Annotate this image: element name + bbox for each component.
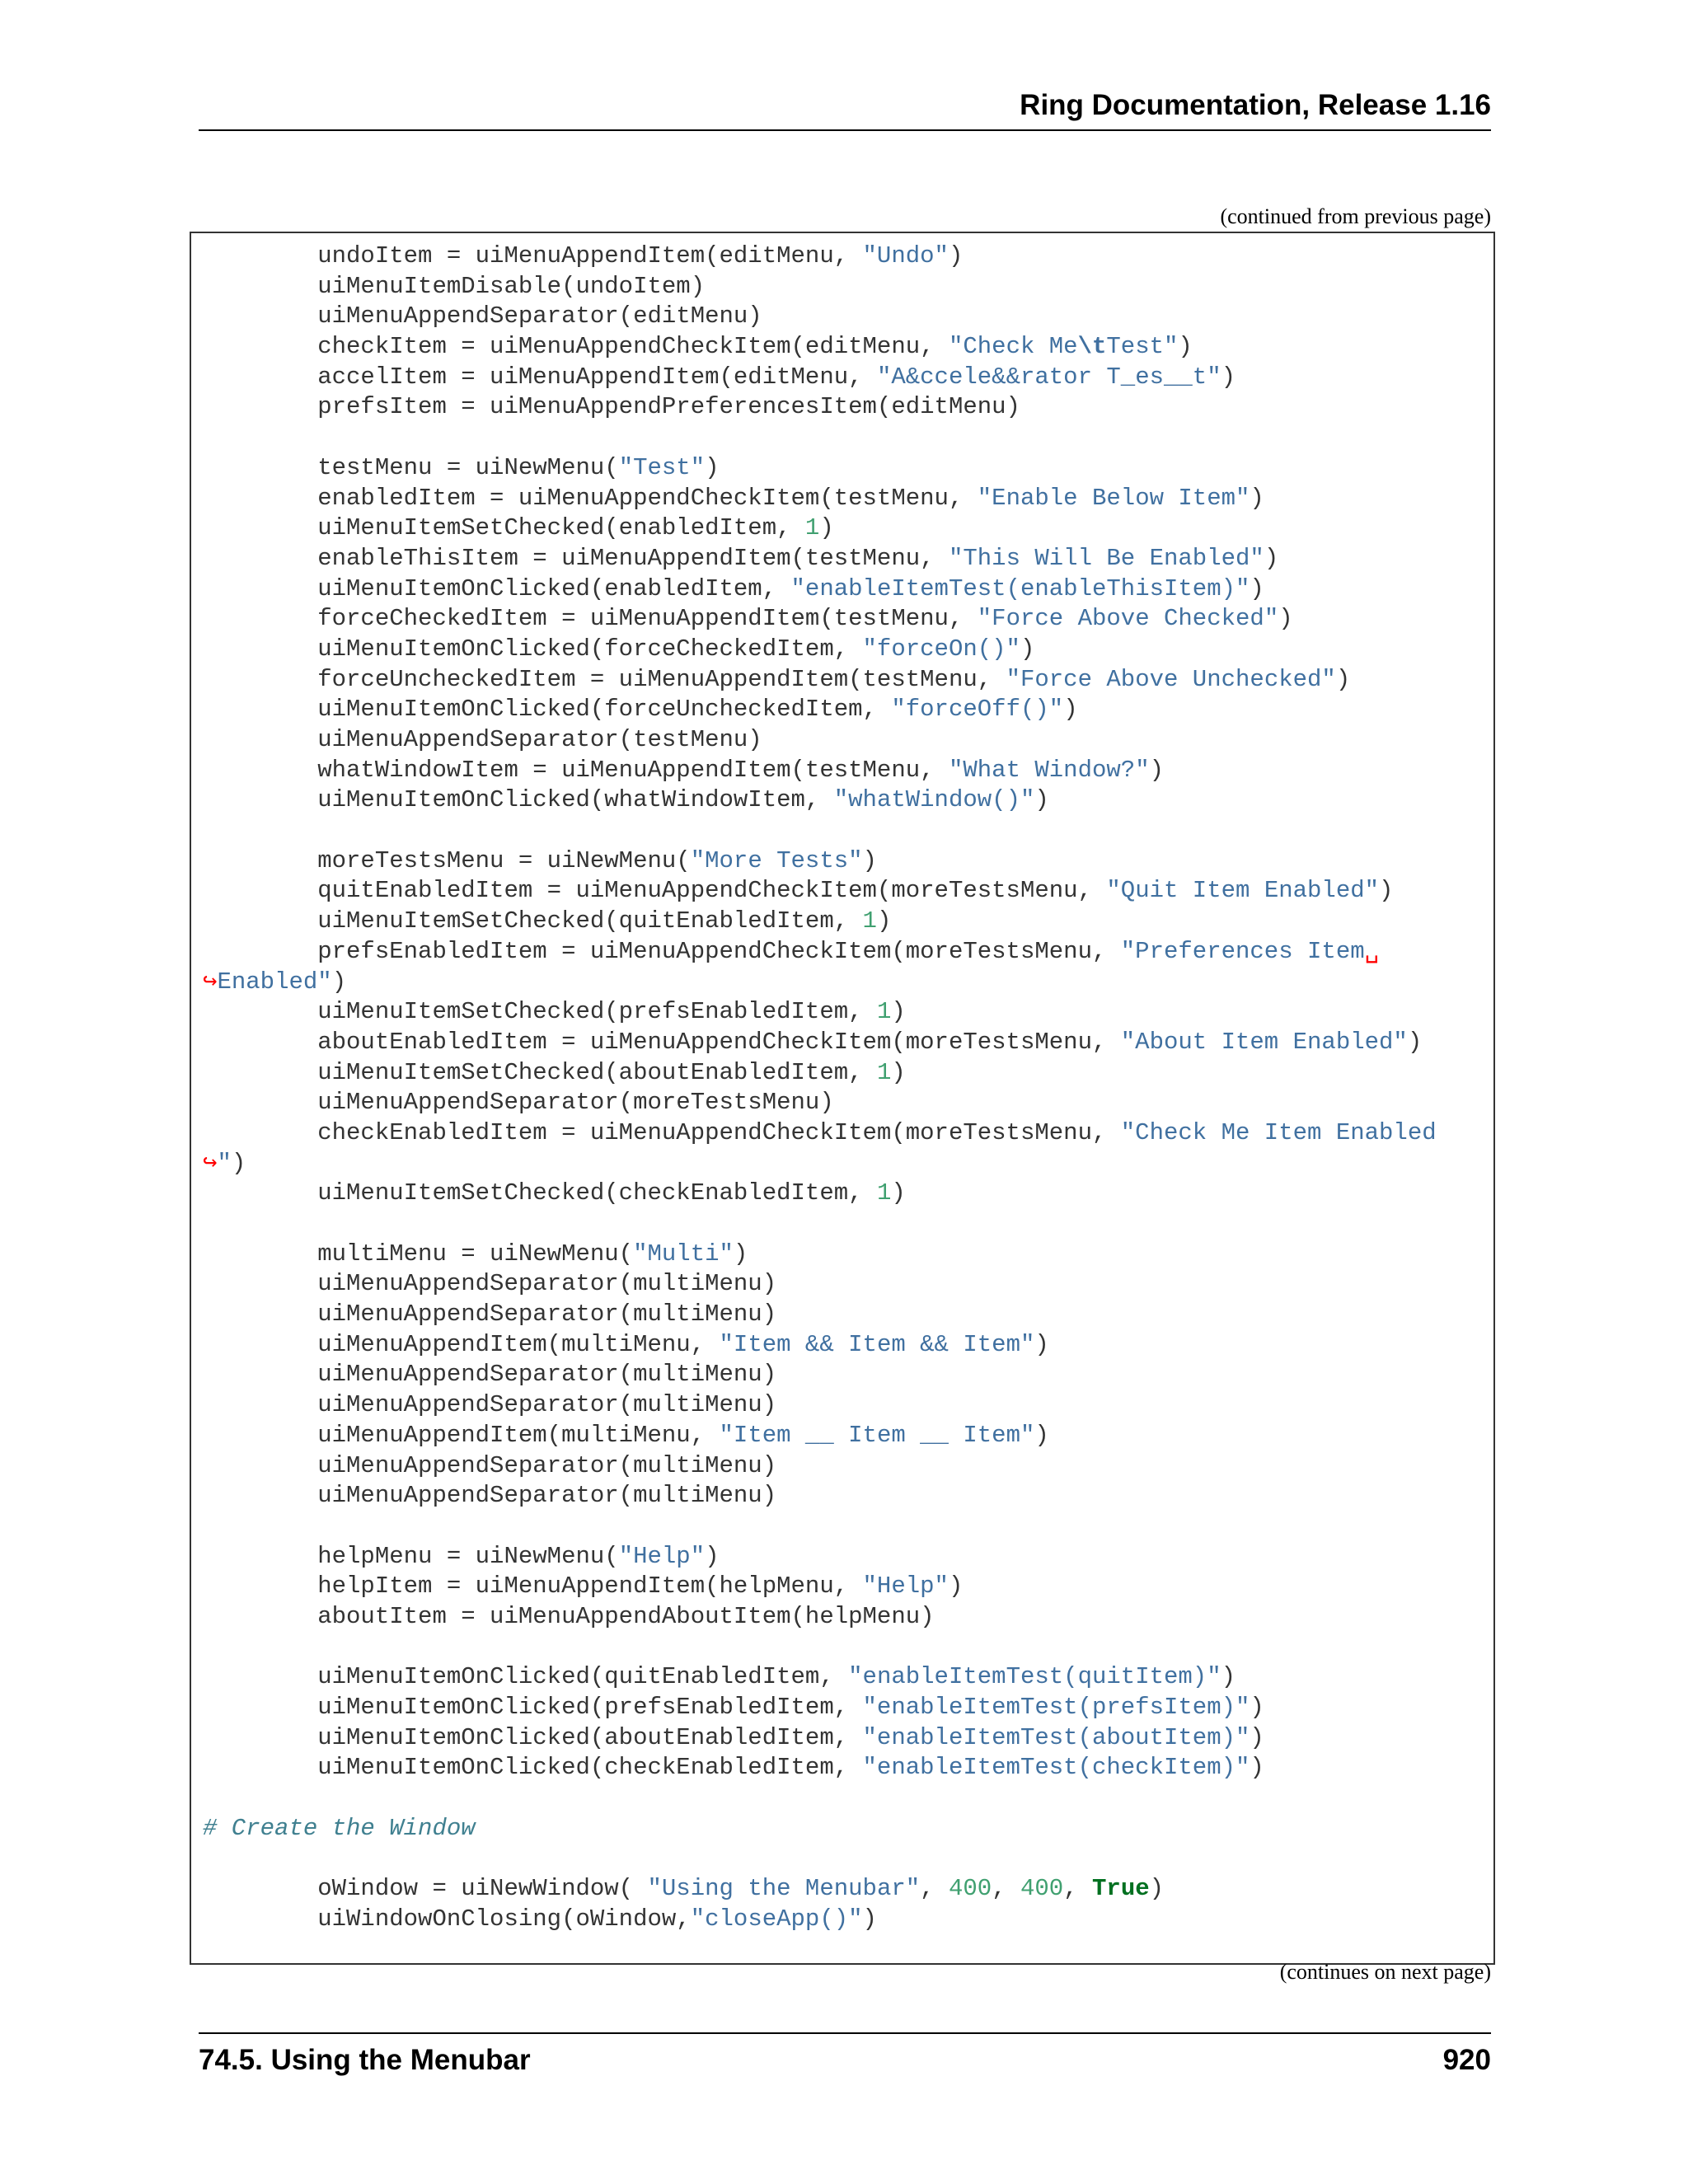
code-block — [190, 232, 1495, 1965]
code-line: uiMenuItemDisable(undoItem) — [203, 272, 706, 300]
code-line: uiWindowOnClosing(oWindow,"closeApp()") — [203, 1905, 877, 1933]
code-line: uiMenuItemOnClicked(forceCheckedItem, "forceOn()") — [203, 635, 1035, 663]
code-line: uiMenuAppendSeparator(multiMenu) — [203, 1391, 777, 1419]
code-line: enableThisItem = uiMenuAppendItem(testMenu, "This Will Be Enabled") — [203, 544, 1279, 572]
code-line: uiMenuItemOnClicked(forceUncheckedItem, "forceOff()") — [203, 696, 1078, 724]
code-line: uiMenuItemOnClicked(prefsEnabledItem, "enableItemTest(prefsItem)") — [203, 1694, 1264, 1721]
continued-from-note: (continued from previous page) — [1220, 204, 1491, 228]
code-line: aboutEnabledItem = uiMenuAppendCheckItem(moreTestsMenu, "About Item Enabled") — [203, 1028, 1423, 1056]
continues-on-note: (continues on next page) — [1279, 1960, 1491, 1984]
code-line: uiMenuItemSetChecked(prefsEnabledItem, 1) — [203, 998, 906, 1026]
code-line: ↪") — [203, 1149, 246, 1177]
code-line: testMenu = uiNewMenu("Test") — [203, 453, 720, 481]
code-line: forceCheckedItem = uiMenuAppendItem(testMenu, "Force Above Checked") — [203, 605, 1293, 633]
code-line: uiMenuAppendSeparator(multiMenu) — [203, 1270, 777, 1298]
code-line: multiMenu = uiNewMenu("Multi") — [203, 1240, 748, 1268]
code-line — [203, 1511, 1485, 1542]
code-line: uiMenuAppendSeparator(multiMenu) — [203, 1482, 777, 1510]
code-line: accelItem = uiMenuAppendItem(editMenu, "A&ccele&&rator T_es__t") — [203, 363, 1236, 391]
code-line: # Create the Window — [203, 1814, 476, 1842]
code-line: uiMenuItemOnClicked(aboutEnabledItem, "enableItemTest(aboutItem)") — [203, 1723, 1264, 1751]
code-line: ↪Enabled") — [203, 968, 347, 996]
code-line: uiMenuItemOnClicked(whatWindowItem, "whatWindow()") — [203, 786, 1049, 814]
code-line — [203, 1844, 1485, 1874]
code-line: uiMenuItemSetChecked(checkEnabledItem, 1) — [203, 1179, 906, 1207]
code-line: enabledItem = uiMenuAppendCheckItem(testMenu, "Enable Below Item") — [203, 484, 1264, 512]
footer-rule — [199, 2032, 1491, 2034]
footer-page-number: 920 — [1442, 2044, 1491, 2076]
code-line: uiMenuItemSetChecked(quitEnabledItem, 1) — [203, 907, 892, 935]
code-line — [203, 1209, 1485, 1240]
code-line: uiMenuAppendSeparator(multiMenu) — [203, 1361, 777, 1389]
code-line: uiMenuItemOnClicked(checkEnabledItem, "enableItemTest(checkItem)") — [203, 1754, 1264, 1782]
code-line: moreTestsMenu = uiNewMenu("More Tests") — [203, 846, 877, 874]
code-line: helpItem = uiMenuAppendItem(helpMenu, "Help") — [203, 1572, 964, 1601]
code-line: uiMenuItemOnClicked(quitEnabledItem, "enableItemTest(quitItem)") — [203, 1663, 1236, 1691]
footer-section-title: 74.5. Using the Menubar — [199, 2044, 531, 2076]
running-header-title: Ring Documentation, Release 1.16 — [1020, 89, 1491, 121]
code-line: uiMenuAppendItem(multiMenu, "Item && Item && Item") — [203, 1330, 1049, 1358]
code-line: uiMenuItemSetChecked(enabledItem, 1) — [203, 514, 834, 542]
code-line: prefsEnabledItem = uiMenuAppendCheckItem(moreTestsMenu, "Preferences Item␣ — [203, 937, 1380, 965]
code-line — [203, 423, 1485, 453]
code-line: uiMenuAppendItem(multiMenu, "Item __ Item __ Item") — [203, 1421, 1049, 1449]
code-line: uiMenuAppendSeparator(multiMenu) — [203, 1451, 777, 1479]
code-line: forceUncheckedItem = uiMenuAppendItem(testMenu, "Force Above Unchecked") — [203, 665, 1351, 693]
code-line: undoItem = uiMenuAppendItem(editMenu, "Undo") — [203, 242, 964, 269]
code-line: uiMenuAppendSeparator(testMenu) — [203, 726, 762, 753]
code-line: quitEnabledItem = uiMenuAppendCheckItem(moreTestsMenu, "Quit Item Enabled") — [203, 877, 1394, 905]
code-line — [203, 816, 1485, 846]
code-line: oWindow = uiNewWindow( "Using the Menubar", 400, 400, True) — [203, 1875, 1165, 1903]
code-line: uiMenuAppendSeparator(multiMenu) — [203, 1301, 777, 1329]
code-line: uiMenuAppendSeparator(moreTestsMenu) — [203, 1089, 834, 1117]
code-line — [203, 1633, 1485, 1663]
header-rule — [199, 129, 1491, 131]
code-line: checkItem = uiMenuAppendCheckItem(editMenu, "Check Me\tTest") — [203, 333, 1193, 361]
code-listing — [203, 241, 1485, 1935]
code-line — [203, 1783, 1485, 1814]
code-line: whatWindowItem = uiMenuAppendItem(testMenu, "What Window?") — [203, 756, 1164, 784]
code-line: uiMenuAppendSeparator(editMenu) — [203, 302, 762, 330]
code-line: aboutItem = uiMenuAppendAboutItem(helpMenu) — [203, 1602, 935, 1630]
code-line: helpMenu = uiNewMenu("Help") — [203, 1542, 720, 1570]
code-line: uiMenuItemSetChecked(aboutEnabledItem, 1) — [203, 1058, 906, 1086]
code-line: uiMenuItemOnClicked(enabledItem, "enableItemTest(enableThisItem)") — [203, 574, 1264, 602]
code-line: prefsItem = uiMenuAppendPreferencesItem(editMenu) — [203, 393, 1020, 421]
code-line: checkEnabledItem = uiMenuAppendCheckItem(moreTestsMenu, "Check Me Item Enabled — [203, 1118, 1437, 1146]
